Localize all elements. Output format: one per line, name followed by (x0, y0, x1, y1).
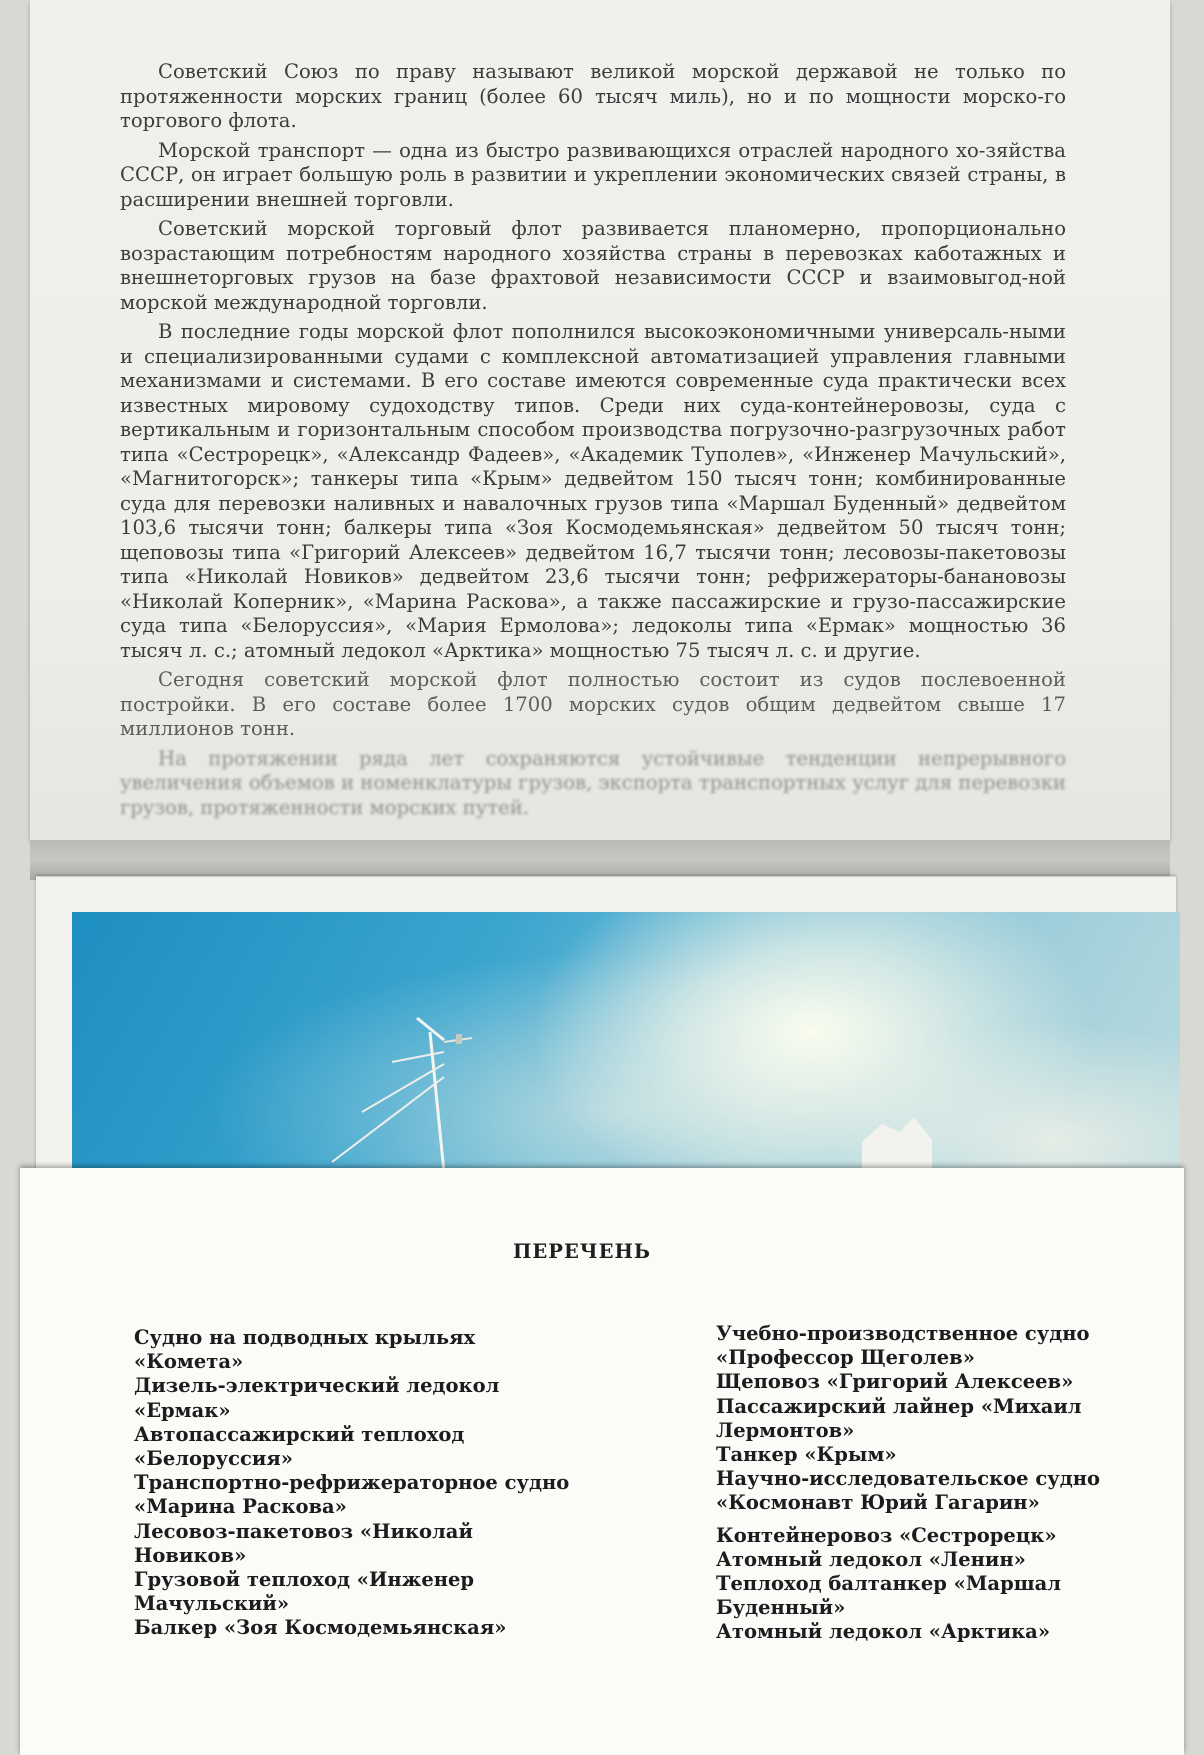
list-line: «Профессор Щеголев» (716, 1346, 975, 1370)
list-line: «Комета» (134, 1350, 244, 1374)
list-line: Новиков» (134, 1543, 247, 1567)
list-line: Мачульский» (134, 1592, 290, 1616)
paragraph-1: Советский Союз по праву называют великой морской державой не только по протяженности морских границ (более 60 тысяч миль), но и по мощности морско-го торгового флота. (120, 60, 1066, 132)
list-line: Научно-исследовательское судно (716, 1467, 1101, 1491)
list-line: Теплоход балтанкер «Маршал (716, 1572, 1062, 1596)
list-line: «Ермак» (134, 1398, 231, 1422)
paragraph-4: В последние годы морской флот пополнился высокоэкономичными универсаль-ными и специализированными судами с комплексной автоматизацией управления главными механизмами и системами. В его составе имеются современные суда практически всех известных мировому судоходству типов. Среди них суда-контейнеровозы, суда с вертикальным и горизонтальным способом производства погрузочно-разгрузочных работ типа «Сестрорецк», «Александр Фадеев», «Академик Туполев», «Инженер Мачульский», «Магнитогорск»; танкеры типа «Крым» дедвейтом 150 тысяч тонн; комбинированные суда для перевозки наливных и навалочных грузов типа «Маршал Буденный» дедвейтом 103,6 тысячи тонн; балкеры типа «Зоя Космодемьянская» дедвейтом 50 тысяч тонн; щеповозы типа «Григорий Алексеев» дедвейтом 16,7 тысячи тонн; лесовозы-пакетовозы типа «Николай Новиков» дедвейтом 23,6 тысячи тонн; рефрижераторы-банановозы «Николай Коперник», «Марина Раскова», а также пассажирские и грузо-пассажирские суда типа «Белоруссия», «Мария Ермолова»; ледоколы типа «Ермак» мощностью 36 тысяч л. с.; атомный ледокол «Арктика» мощностью 75 тысяч л. с. и другие. (120, 320, 1066, 662)
ship-photo (72, 912, 1180, 1172)
list-line: Дизель-электрический ледокол (134, 1374, 500, 1398)
paragraph-2: Морской транспорт — одна из быстро развивающихся отраслей народного хо-зяйства СССР, он играет большую роль в развитии и укреплении экономических связей страны, в расширении внешней торговли. (120, 138, 1066, 211)
ship-list-right (716, 1322, 1100, 1645)
booklet-upper-page (30, 0, 1170, 840)
list-line: Пассажирский лайнер «Михаил (716, 1394, 1082, 1418)
list-line: Щеповоз «Григорий Алексеев» (716, 1370, 1074, 1394)
paragraph-3: Советский морской торговый флот развивается планомерно, пропорционально возрастающим потребностям народного хозяйства страны в перевозках каботажных и внешнеторговых грузов на базе фрахтовой независимости СССР и взаимовыгод-ной морской международной торговли. (120, 217, 1066, 314)
list-line: «Марина Раскова» (134, 1495, 347, 1519)
list-line: «Белоруссия» (134, 1447, 293, 1471)
list-line: Транспортно-рефрижераторное судно (134, 1471, 570, 1495)
list-line: Атомный ледокол «Ленин» (716, 1547, 1026, 1571)
list-line: Балкер «Зоя Космодемьянская» (134, 1616, 507, 1640)
list-line: Грузовой теплоход «Инженер (134, 1568, 475, 1592)
list-line: Лесовоз-пакетовоз «Николай (134, 1519, 473, 1543)
page-fold (30, 840, 1170, 880)
ship-mast-illustration (72, 912, 1180, 1172)
list-line: Танкер «Крым» (716, 1443, 897, 1467)
list-line: Атомный ледокол «Арктика» (716, 1620, 1051, 1644)
list-line: Автопассажирский теплоход (134, 1422, 465, 1446)
list-title: ПЕРЕЧЕНЬ (513, 1240, 651, 1263)
paragraph-5: Сегодня советский морской флот полностью состоит из судов послевоенной постройки. В его составе более 1700 морских судов общим дедвейтом свыше 17 миллионов тонн. (120, 668, 1066, 740)
list-line: Контейнеровоз «Сестрорецк» (716, 1523, 1057, 1547)
list-line: Учебно-производственное судно (716, 1322, 1090, 1345)
list-line: Лермонтов» (716, 1418, 855, 1442)
ship-list-left (134, 1326, 569, 1641)
intro-text (120, 60, 1066, 825)
list-line: «Космонавт Юрий Гагарин» (716, 1491, 1040, 1515)
list-line: Судно на подводных крыльях (134, 1326, 476, 1349)
list-line: Буденный» (716, 1596, 846, 1620)
paragraph-6: На протяжении ряда лет сохраняются устойчивые тенденции непрерывного увеличения объемов и номенклатуры грузов, экспорта транспортных услуг для перевозки грузов, протяженности морских путей. (120, 746, 1066, 819)
